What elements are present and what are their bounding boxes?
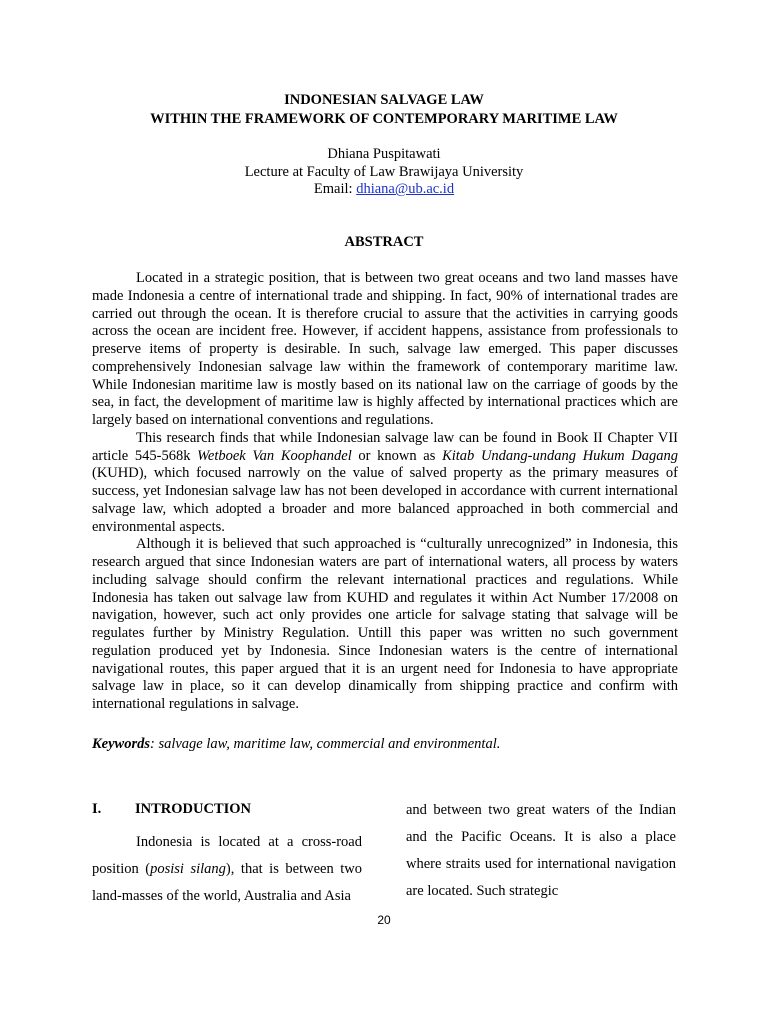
email-label: Email: xyxy=(313,181,357,198)
abstract-p2-text-e: (KUHD), which focused narrowly on the value of salved property as the primary measures of success, yet Indonesian salvage law has not been developed in accordance with current international salvage law, which adopted a broader and more balanced approached in both commercial and environmental aspects. xyxy=(92,465,678,535)
abstract-paragraph-3: Although it is believed that such approached is “culturally unrecognized” in Indonesia, this research argued that since Indonesian waters are part of international waters, all process by waters including salvage should confirm the relevant international practices and regulations. While Indonesia has taken out salvage law from KUHD and regulates it within Act Number 17/2008 on navigation, however, such act only provides one article for salvage stating that salvage will be regulates further by Ministry Regulation. Untill this paper was written no such government regulation produced yet by Indonesia. Since Indonesian waters is the centre of international navigational routes, this paper argued that it is an urgent need for Indonesia to have appropriate salvage law in place, so it can develop dinamically from shipping practice and confirm with international regulations in salvage. xyxy=(92,536,678,712)
abstract-body xyxy=(92,270,678,714)
abstract-heading: ABSTRACT xyxy=(344,234,424,250)
email-link[interactable]: dhiana@ub.ac.id xyxy=(356,181,455,198)
author-email-line xyxy=(0,181,768,199)
keywords-label: Keywords xyxy=(92,736,150,752)
abstract-paragraph-2 xyxy=(92,430,678,537)
author-affiliation: Lecture at Faculty of Law Brawijaya University xyxy=(244,163,524,180)
intro-right-paragraph: and between two great waters of the Indian and the Pacific Oceans. It is also a place where straits used for international navigation are located. Such strategic xyxy=(406,802,676,899)
intro-left-text-a: Indonesia is located at a cross-road position ( xyxy=(92,834,362,877)
abstract-paragraph-1: Located in a strategic position, that is between two great oceans and two land masses have made Indonesia a centre of international trade and shipping. In fact, 90% of international trades are carried out through the ocean. It is therefore crucial to assure that the activities in carrying goods across the ocean are incident free. However, if accident happens, assistance from professionals to preserve items of property is desirable. In such, salvage law emerged. This paper discusses comprehensively Indonesian salvage law within the framework of contemporary maritime law. While Indonesian maritime law is mostly based on its national law on the carriage of goods by the sea, in fact, the development of maritime law is highly affected by international practices which are largely based on international conventions and regulations. xyxy=(92,270,678,428)
keywords-line xyxy=(92,736,678,753)
paper-title-line-2: WITHIN THE FRAMEWORK OF CONTEMPORARY MARITIME LAW xyxy=(150,111,618,127)
abstract-p2-italic-kitab: Kitab Undang-undang Hukum Dagang xyxy=(442,447,678,464)
abstract-p2-text-a: This research finds that while Indonesian salvage law can be found in Book II Chapter VII article 545-568k xyxy=(92,429,678,464)
page-number: 20 xyxy=(377,913,391,927)
intro-left-column xyxy=(92,829,362,910)
intro-right-column xyxy=(406,797,676,905)
keywords-text: : salvage law, maritime law, commercial and environmental. xyxy=(150,736,501,752)
intro-left-paragraph xyxy=(92,829,362,910)
author-name: Dhiana Puspitawati xyxy=(327,146,441,162)
intro-left-italic: posisi silang xyxy=(150,861,226,877)
section-title: INTRODUCTION xyxy=(135,801,252,817)
abstract-p2-italic-wvk: Wetboek Van Koophandel xyxy=(197,447,352,464)
introduction-heading xyxy=(92,801,362,818)
abstract-p2-text-c: or known as xyxy=(351,447,443,464)
section-number: I. xyxy=(92,801,102,817)
intro-left-text-c: ), that is between two land-masses of the world, Australia and Asia xyxy=(92,861,362,904)
author-block xyxy=(0,146,768,199)
paper-title-line-1: INDONESIAN SALVAGE LAW xyxy=(284,92,484,108)
